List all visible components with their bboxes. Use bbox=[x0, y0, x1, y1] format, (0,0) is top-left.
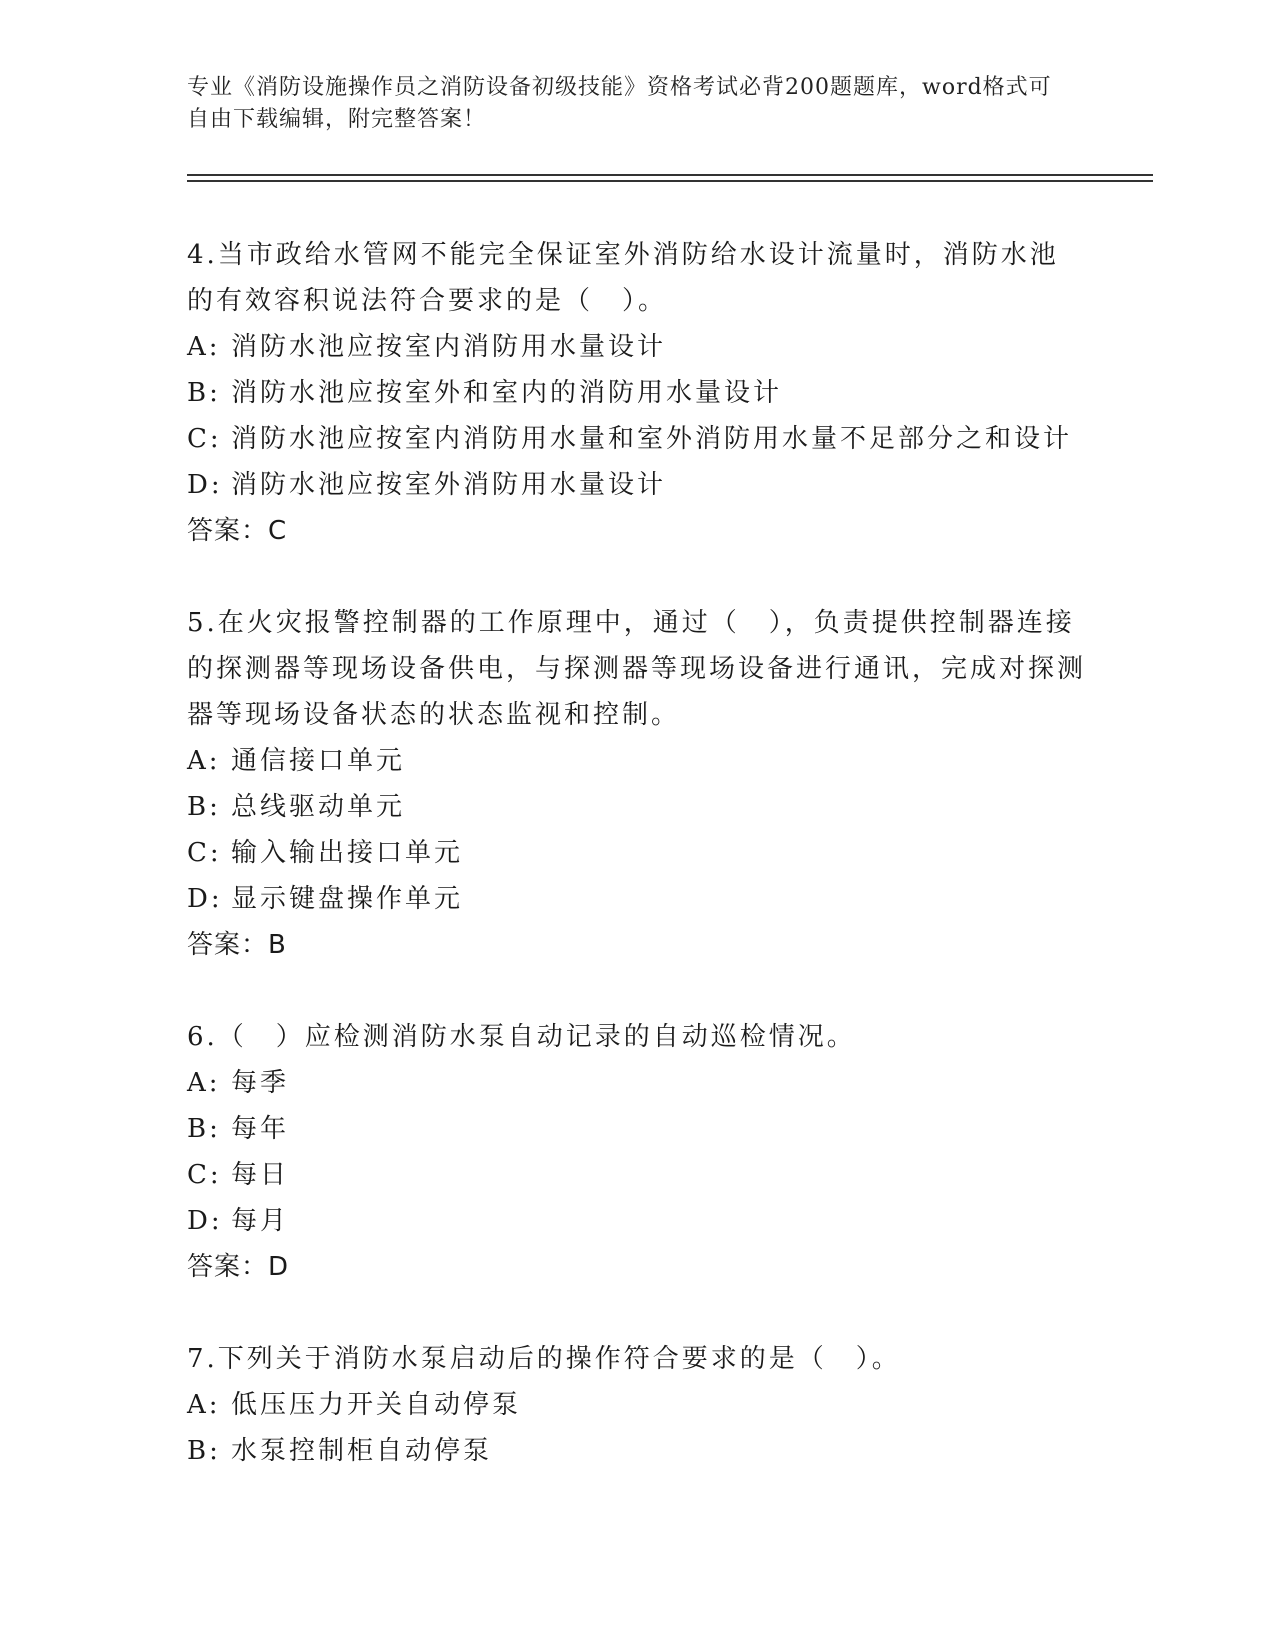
option-letter: B: bbox=[187, 378, 221, 408]
option-letter: B: bbox=[187, 1436, 221, 1466]
option-a bbox=[187, 738, 1087, 784]
question-4 bbox=[187, 232, 1087, 554]
option-text: 消防水池应按室外消防用水量设计 bbox=[231, 470, 667, 500]
option-text: 低压压力开关自动停泵 bbox=[231, 1390, 522, 1420]
option-text: 水泵控制柜自动停泵 bbox=[231, 1436, 493, 1466]
option-letter: A: bbox=[187, 1068, 221, 1098]
option-letter: B: bbox=[187, 1114, 221, 1144]
answer-line: 答案：C bbox=[187, 516, 288, 546]
option-d bbox=[187, 1198, 1087, 1244]
option-a bbox=[187, 1060, 1087, 1106]
option-a bbox=[187, 324, 1087, 370]
option-letter: A: bbox=[187, 1390, 221, 1420]
question-5 bbox=[187, 600, 1087, 968]
option-letter: C: bbox=[187, 424, 222, 454]
option-d bbox=[187, 462, 1087, 508]
option-letter: A: bbox=[187, 332, 221, 362]
option-text: 消防水池应按室内消防用水量设计 bbox=[231, 332, 667, 362]
option-text: 每日 bbox=[231, 1160, 290, 1190]
header-divider-top bbox=[187, 174, 1153, 176]
question-stem: 6.（ ）应检测消防水泵自动记录的自动巡检情况。 bbox=[187, 1022, 856, 1052]
option-text: 总线驱动单元 bbox=[231, 792, 406, 822]
option-b bbox=[187, 370, 1087, 416]
answer-line: 答案：D bbox=[187, 1252, 290, 1282]
option-d bbox=[187, 876, 1087, 922]
option-c bbox=[187, 830, 1087, 876]
option-b bbox=[187, 1428, 1087, 1474]
option-b bbox=[187, 784, 1087, 830]
question-list bbox=[187, 232, 1087, 1520]
answer-line: 答案：B bbox=[187, 930, 287, 960]
option-text: 显示键盘操作单元 bbox=[231, 884, 464, 914]
question-6 bbox=[187, 1014, 1087, 1290]
option-letter: D: bbox=[187, 1206, 223, 1236]
option-c bbox=[187, 1152, 1087, 1198]
option-b bbox=[187, 1106, 1087, 1152]
option-a bbox=[187, 1382, 1087, 1428]
option-c bbox=[187, 416, 1087, 462]
header-divider-bottom bbox=[187, 180, 1153, 182]
option-text: 消防水池应按室外和室内的消防用水量设计 bbox=[231, 378, 783, 408]
option-letter: B: bbox=[187, 792, 221, 822]
option-letter: C: bbox=[187, 838, 222, 868]
option-letter: C: bbox=[187, 1160, 222, 1190]
option-letter: A: bbox=[187, 746, 221, 776]
option-text: 输入输出接口单元 bbox=[231, 838, 464, 868]
option-text: 每年 bbox=[231, 1114, 290, 1144]
option-letter: D: bbox=[187, 470, 223, 500]
question-stem: 7.下列关于消防水泵启动后的操作符合要求的是（ ）。 bbox=[187, 1344, 901, 1374]
option-letter: D: bbox=[187, 884, 223, 914]
question-stem: 5.在火灾报警控制器的工作原理中，通过（ ），负责提供控制器连接的探测器等现场设备供电，与探测器等现场设备进行通讯，完成对探测器等现场设备状态的状态监视和控制。 bbox=[187, 608, 1087, 730]
question-7 bbox=[187, 1336, 1087, 1474]
option-text: 通信接口单元 bbox=[231, 746, 406, 776]
option-text: 每季 bbox=[231, 1068, 290, 1098]
option-text: 每月 bbox=[231, 1206, 290, 1236]
option-text: 消防水池应按室内消防用水量和室外消防用水量不足部分之和设计 bbox=[231, 424, 1073, 454]
question-stem: 4.当市政给水管网不能完全保证室外消防给水设计流量时，消防水池的有效容积说法符合要求的是（ ）。 bbox=[187, 240, 1059, 316]
document-header: 专业《消防设施操作员之消防设备初级技能》资格考试必背200题题库，word格式可自由下载编辑，附完整答案！ bbox=[187, 75, 1052, 132]
